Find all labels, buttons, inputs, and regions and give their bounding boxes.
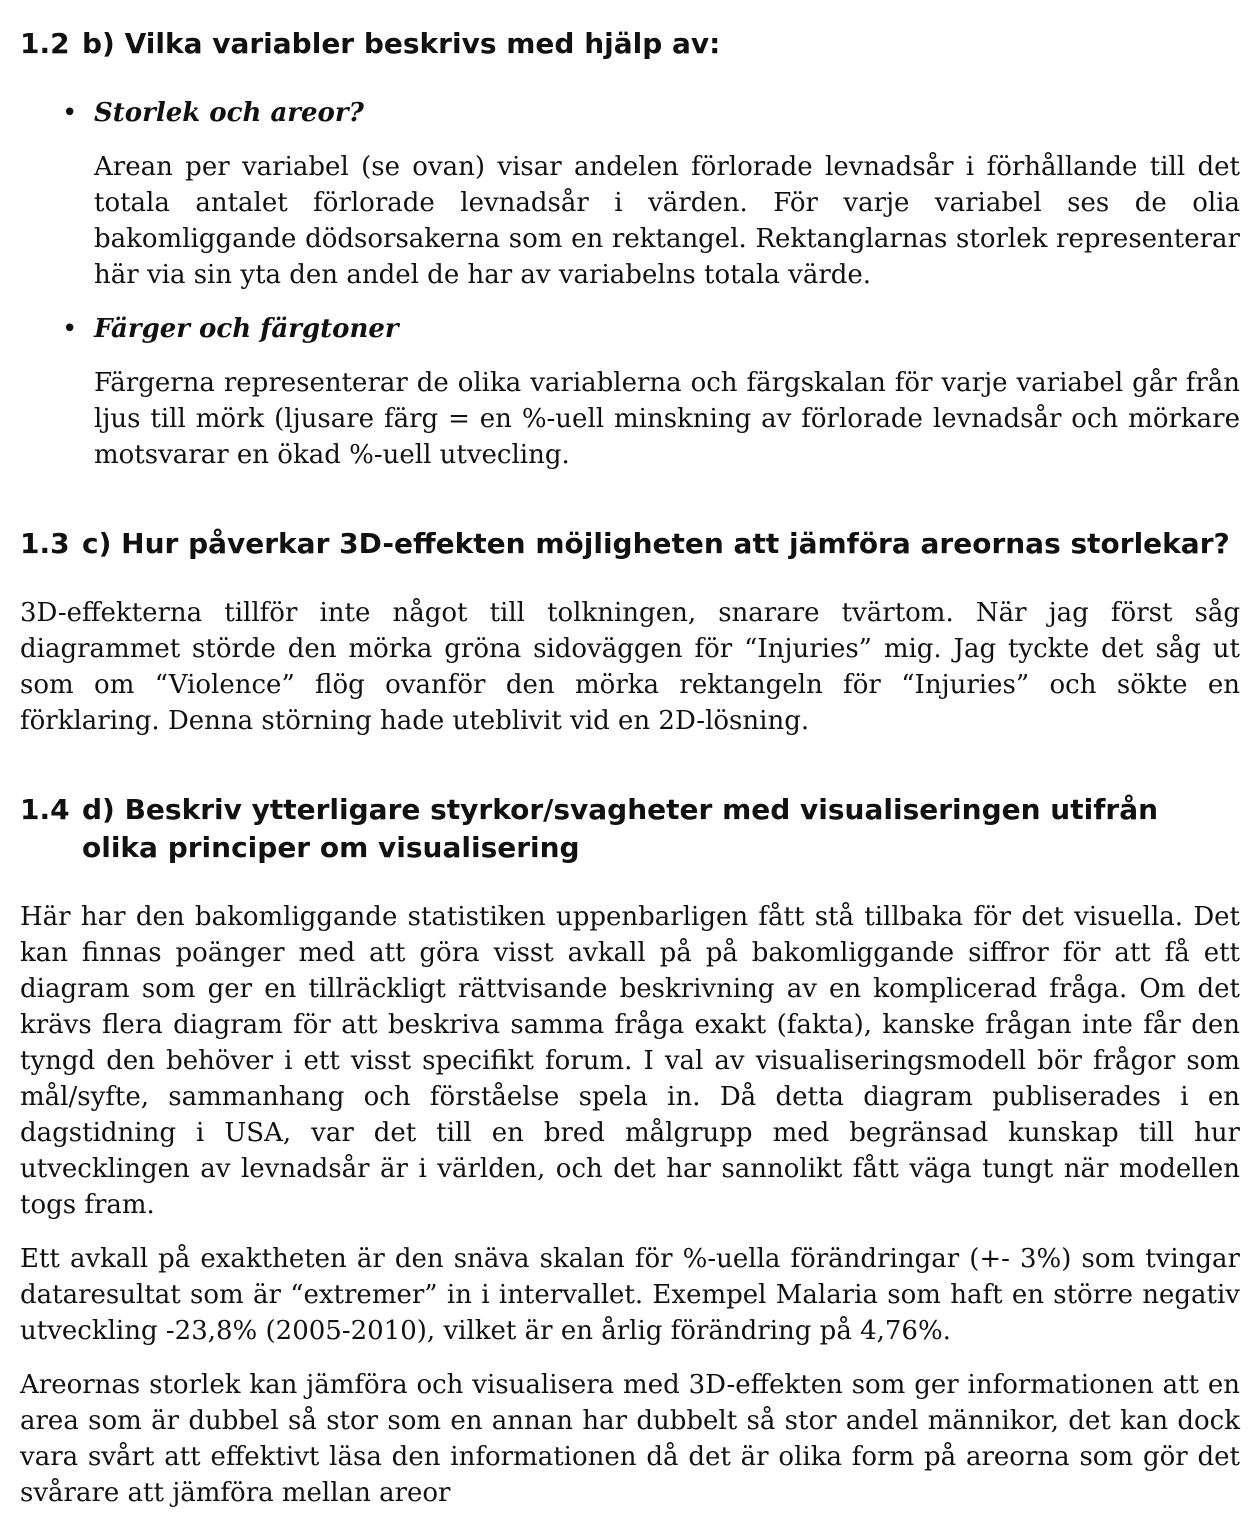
- list-item: [20, 311, 1240, 473]
- item-title: Storlek och areor?: [94, 98, 364, 128]
- paragraph: Ett avkall på exaktheten är den snäva skalan för %-uella förändringar (+- 3%) som tvingar dataresultat som är “extremer” in i intervallet. Exempel Malaria som haft en större negativ utveckling -23,8% (2005-2010), vilket är en årlig förändring på 4,76%.: [20, 1244, 1240, 1346]
- bullet-icon: •: [62, 98, 78, 128]
- section-number: 1.3: [20, 527, 70, 560]
- item-body: Färgerna representerar de olika variablerna och färgskalan för varje variabel går från ljus till mörk (ljusare färg = en %-uell minskning av förlorade levnadsår och mörkare motsvarar en ökad %-uell utvecling.: [94, 368, 1240, 470]
- section-number: 1.2: [20, 27, 70, 60]
- bullet-list: [20, 95, 1240, 473]
- paragraph: Areornas storlek kan jämföra och visualisera med 3D-effekten som ger informationen att en area som är dubbel så stor som en annan har dubbelt så stor andel männikor, det kan dock vara svårt att effektivt läsa den informationen då det är olika form på areorna som gör det svårare att jämföra mellan areor: [20, 1370, 1240, 1508]
- section-1-3: [20, 525, 1240, 739]
- section-heading: [20, 525, 1240, 563]
- section-title: d) Beskriv ytterligare styrkor/svagheter med visualiseringen utifrån olika principer om visualisering: [82, 793, 1159, 864]
- item-title: Färger och färgtoner: [94, 314, 399, 344]
- section-1-4: [20, 791, 1240, 1511]
- item-body: Arean per variabel (se ovan) visar andelen förlorade levnadsår i förhållande till det totala antalet förlorade levnadsår i värden. För varje variabel ses de olia bakomliggande dödsorsakerna som en rektangel. Rektanglarnas storlek representerar här via sin yta den andel de har av variabelns totala värde.: [94, 152, 1240, 290]
- section-title: c) Hur påverkar 3D-effekten möjligheten att jämföra areornas storlekar?: [82, 527, 1230, 560]
- section-1-2: [20, 0, 1240, 473]
- section-heading: [20, 791, 1240, 867]
- section-number: 1.4: [20, 793, 70, 826]
- list-item: [20, 95, 1240, 293]
- paragraph: Här har den bakomliggande statistiken uppenbarligen fått stå tillbaka för det visuella. Det kan finnas poänger med att göra visst avkall på på bakomliggande siffror för att få ett diagram som ger en tillräckligt rättvisande beskrivning av en komplicerad fråga. Om det krävs flera diagram för att beskriva samma fråga exakt (fakta), kanske frågan inte får den tyngd den behöver i ett visst specifikt forum. I val av visualiseringsmodell bör frågor som mål/syfte, sammanhang och förståelse spela in. Då detta diagram publiserades i en dagstidning i USA, var det till en bred målgrupp med begränsad kunskap till hur utvecklingen av levnadsår är i världen, och det har sannolikt fått väga tungt när modellen togs fram.: [20, 902, 1240, 1220]
- section-title: b) Vilka variabler beskrivs med hjälp av:: [82, 27, 721, 60]
- bullet-icon: •: [62, 314, 78, 344]
- section-heading: [20, 0, 1240, 63]
- paragraph: 3D-effekterna tillför inte något till tolkningen, snarare tvärtom. När jag först såg diagrammet störde den mörka gröna sidoväggen för “Injuries” mig. Jag tyckte det såg ut som om “Violence” flög ovanför den mörka rektangeln för “Injuries” och sökte en förklaring. Denna störning hade uteblivit vid en 2D-lösning.: [20, 598, 1240, 736]
